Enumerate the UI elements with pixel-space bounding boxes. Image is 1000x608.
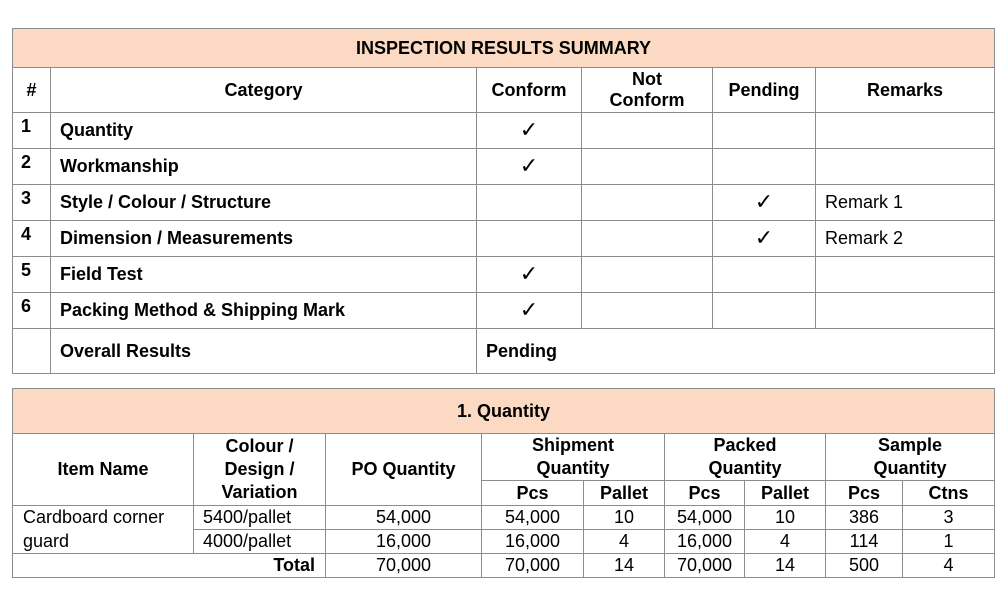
pending-cell bbox=[713, 149, 816, 185]
total-row bbox=[13, 554, 995, 578]
overall-results-label: Overall Results bbox=[51, 329, 477, 374]
row-number: 5 bbox=[13, 257, 51, 293]
header-num: # bbox=[13, 68, 51, 113]
checkmark-icon: ✓ bbox=[754, 190, 774, 215]
header-ship-pallet: Pallet bbox=[584, 481, 665, 506]
quantity-title: 1. Quantity bbox=[13, 389, 995, 434]
overall-results-value: Pending bbox=[477, 329, 995, 374]
total-packed-pcs: 70,000 bbox=[665, 554, 745, 578]
ship-pcs-cell: 16,000 bbox=[482, 530, 584, 554]
ship-pcs-cell: 54,000 bbox=[482, 506, 584, 530]
total-ship-pallet: 14 bbox=[584, 554, 665, 578]
row-category: Quantity bbox=[51, 113, 477, 149]
total-ship-pcs: 70,000 bbox=[482, 554, 584, 578]
packed-pcs-cell: 54,000 bbox=[665, 506, 745, 530]
conform-cell bbox=[477, 149, 582, 185]
overall-num-cell bbox=[13, 329, 51, 374]
packed-pallet-cell: 4 bbox=[745, 530, 826, 554]
total-packed-pallet: 14 bbox=[745, 554, 826, 578]
sample-pcs-cell: 386 bbox=[826, 506, 903, 530]
sample-ctns-cell: 3 bbox=[903, 506, 995, 530]
not-conform-cell bbox=[582, 221, 713, 257]
header-packed-pallet: Pallet bbox=[745, 481, 826, 506]
row-category: Style / Colour / Structure bbox=[51, 185, 477, 221]
table-row bbox=[13, 293, 995, 329]
header-pending: Pending bbox=[713, 68, 816, 113]
checkmark-icon: ✓ bbox=[519, 298, 539, 323]
row-category: Workmanship bbox=[51, 149, 477, 185]
header-item-name: Item Name bbox=[13, 434, 194, 506]
header-not-conform: Not Conform bbox=[582, 68, 713, 113]
row-category: Field Test bbox=[51, 257, 477, 293]
checkmark-icon: ✓ bbox=[519, 118, 539, 143]
pending-cell bbox=[713, 113, 816, 149]
header-colour-variation: Colour / Design / Variation bbox=[194, 434, 326, 506]
header-packed-pcs: Pcs bbox=[665, 481, 745, 506]
ship-pallet-cell: 4 bbox=[584, 530, 665, 554]
row-remark bbox=[816, 293, 995, 329]
not-conform-cell bbox=[582, 113, 713, 149]
header-sample-pcs: Pcs bbox=[826, 481, 903, 506]
table-row bbox=[13, 113, 995, 149]
table-row bbox=[13, 506, 995, 530]
inspection-summary-table bbox=[12, 28, 995, 374]
variation-cell: 5400/pallet bbox=[194, 506, 326, 530]
packed-pcs-cell: 16,000 bbox=[665, 530, 745, 554]
pending-cell bbox=[713, 221, 816, 257]
header-sample-quantity: Sample Quantity bbox=[826, 434, 995, 481]
quantity-table bbox=[12, 388, 995, 578]
row-category: Packing Method & Shipping Mark bbox=[51, 293, 477, 329]
header-sample-ctns: Ctns bbox=[903, 481, 995, 506]
pending-cell bbox=[713, 185, 816, 221]
header-category: Category bbox=[51, 68, 477, 113]
checkmark-icon: ✓ bbox=[519, 154, 539, 179]
total-sample-ctns: 4 bbox=[903, 554, 995, 578]
conform-cell bbox=[477, 185, 582, 221]
summary-title: INSPECTION RESULTS SUMMARY bbox=[13, 29, 995, 68]
header-conform: Conform bbox=[477, 68, 582, 113]
row-remark: Remark 1 bbox=[816, 185, 995, 221]
variation-cell: 4000/pallet bbox=[194, 530, 326, 554]
not-conform-cell bbox=[582, 257, 713, 293]
table-row bbox=[13, 257, 995, 293]
header-packed-quantity: Packed Quantity bbox=[665, 434, 826, 481]
table-row bbox=[13, 149, 995, 185]
row-number: 6 bbox=[13, 293, 51, 329]
conform-cell bbox=[477, 113, 582, 149]
table-row bbox=[13, 185, 995, 221]
not-conform-cell bbox=[582, 149, 713, 185]
row-remark bbox=[816, 113, 995, 149]
sample-ctns-cell: 1 bbox=[903, 530, 995, 554]
row-remark: Remark 2 bbox=[816, 221, 995, 257]
checkmark-icon: ✓ bbox=[519, 262, 539, 287]
pending-cell bbox=[713, 293, 816, 329]
row-number: 3 bbox=[13, 185, 51, 221]
header-remarks: Remarks bbox=[816, 68, 995, 113]
table-row bbox=[13, 221, 995, 257]
sample-pcs-cell: 114 bbox=[826, 530, 903, 554]
row-number: 2 bbox=[13, 149, 51, 185]
conform-cell bbox=[477, 221, 582, 257]
not-conform-cell bbox=[582, 293, 713, 329]
total-sample-pcs: 500 bbox=[826, 554, 903, 578]
conform-cell bbox=[477, 257, 582, 293]
row-remark bbox=[816, 149, 995, 185]
header-ship-pcs: Pcs bbox=[482, 481, 584, 506]
conform-cell bbox=[477, 293, 582, 329]
row-number: 1 bbox=[13, 113, 51, 149]
total-label: Total bbox=[13, 554, 326, 578]
table-row bbox=[13, 530, 995, 554]
row-category: Dimension / Measurements bbox=[51, 221, 477, 257]
packed-pallet-cell: 10 bbox=[745, 506, 826, 530]
row-number: 4 bbox=[13, 221, 51, 257]
checkmark-icon: ✓ bbox=[754, 226, 774, 251]
po-cell: 16,000 bbox=[326, 530, 482, 554]
not-conform-cell bbox=[582, 185, 713, 221]
total-po: 70,000 bbox=[326, 554, 482, 578]
header-po-quantity: PO Quantity bbox=[326, 434, 482, 506]
pending-cell bbox=[713, 257, 816, 293]
item-name-line1: Cardboard corner bbox=[13, 506, 194, 530]
po-cell: 54,000 bbox=[326, 506, 482, 530]
row-remark bbox=[816, 257, 995, 293]
item-name-line2: guard bbox=[13, 530, 194, 554]
header-shipment-quantity: Shipment Quantity bbox=[482, 434, 665, 481]
ship-pallet-cell: 10 bbox=[584, 506, 665, 530]
